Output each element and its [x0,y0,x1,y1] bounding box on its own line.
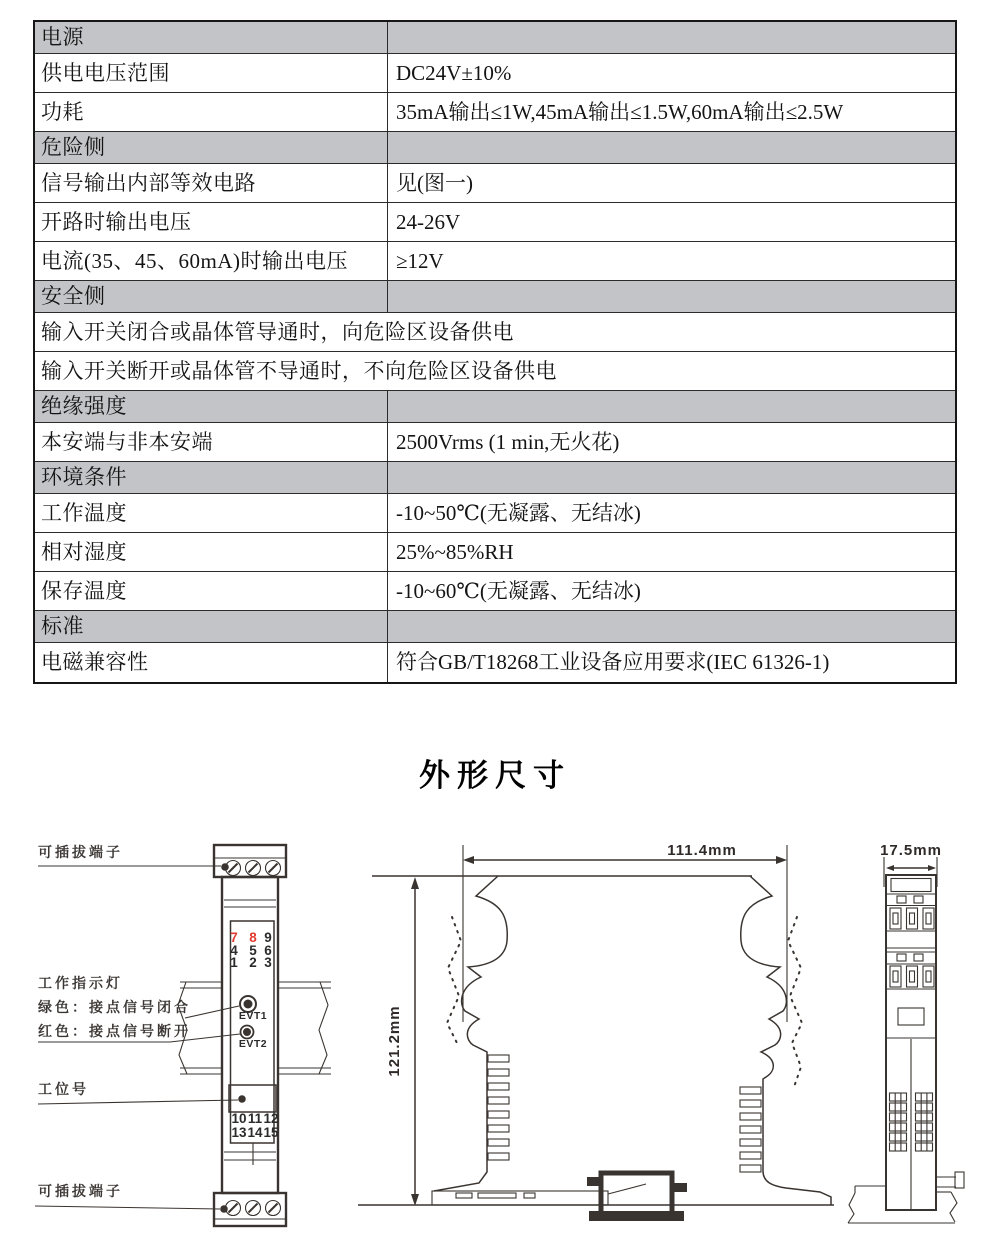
hidden-line-right [788,917,802,1087]
table-row-section [35,462,955,494]
dimension-drawings-svg [0,815,990,1257]
section-value-empty [388,132,955,163]
terminal-number: 14 [247,1125,263,1140]
terminal-number: 13 [231,1125,247,1140]
table-row [35,494,955,533]
table-row-fullspan [35,313,955,352]
row-label: 本安端与非本安端 [35,423,388,461]
din-clip-assembly [432,1173,687,1221]
leader-dot [238,1095,246,1103]
led-label-evt2: EVT2 [238,1038,268,1050]
section-value-empty [388,22,955,53]
table-row-section [35,132,955,164]
table-row [35,164,955,203]
label-pluggable-terminal-bottom: 可插拔端子 [38,1183,123,1199]
callout-indicator-leds [38,975,240,1042]
module-outline-top [886,875,936,1210]
station-tag-area [229,1085,276,1112]
section-label: 电源 [35,22,388,53]
dimensions-section-title: 外形尺寸 [419,758,571,793]
row-value: 2500Vrms (1 min,无火花) [396,429,620,454]
row-value: 见(图一) [396,170,473,195]
callout-terminal-top [38,844,229,871]
front-view-drawing [35,844,331,1226]
terminal-number: 4 [230,943,238,958]
row-value: 符合GB/T18268工业设备应用要求(IEC 61326-1) [396,650,830,674]
leader-dot [220,1205,228,1213]
label-station-number: 工位号 [38,1081,89,1097]
row-value: 35mA输出≤1W,45mA输出≤1.5W,60mA输出≤2.5W [396,99,844,124]
arrowhead-right-icon [928,865,936,871]
din-rail-front [178,982,331,1074]
label-indicator-green: 绿色：接点信号闭合 [38,999,191,1015]
table-row [35,203,955,242]
vent-grid-right [916,1093,933,1151]
width-dimension [463,842,787,1022]
terminal-number: 6 [264,943,272,958]
section-label: 危险侧 [35,132,388,163]
terminal-number: 9 [264,930,272,945]
vent-slots-left [488,1055,509,1160]
row-value: 24-26V [396,209,461,234]
screw-terminal-icon [226,1201,281,1216]
leader-dot [221,863,229,871]
screw-terminal-icon [226,861,281,876]
section-label: 环境条件 [35,462,388,493]
terminal-number-grid-bottom [231,1111,279,1140]
table-row-section [35,391,955,423]
table-row-fullspan [35,352,955,391]
top-view-drawing [848,842,964,1223]
table-row [35,533,955,572]
hidden-line-left [447,917,461,1043]
arrowhead-down-icon [411,1194,419,1206]
dimension-drawings [0,815,990,1257]
section-label: 绝缘强度 [35,391,388,422]
table-row-section [35,611,955,643]
module-outline-side [372,876,831,1205]
row-label-full: 输入开关闭合或晶体管导通时，向危险区设备供电 [41,319,514,344]
table-row [35,242,955,281]
terminal-number: 12 [263,1111,279,1126]
table-row [35,643,955,682]
terminal-number: 8 [249,930,257,945]
status-led-evt2 [239,1026,267,1051]
arrowhead-left-icon [463,856,474,864]
terminal-number: 7 [230,930,238,945]
terminal-number: 11 [247,1111,263,1126]
label-indicator-title: 工作指示灯 [38,975,123,991]
depth-dim-label: 17.5mm [880,842,942,859]
side-view-drawing [358,842,834,1221]
table-row [35,54,955,93]
row-label: 开路时输出电压 [35,203,388,241]
label-pluggable-terminal-top: 可插拔端子 [38,844,123,860]
row-value: -10~60℃(无凝露、无结冰) [396,578,641,603]
terminal-number: 15 [263,1125,279,1140]
arrowhead-up-icon [411,877,419,889]
row-label-full: 输入开关断开或晶体管不导通时，不向危险区设备供电 [41,358,557,383]
terminal-number: 2 [249,955,257,970]
terminal-number: 1 [230,955,238,970]
callout-station-tag [38,1081,238,1104]
section-value-empty [388,281,955,312]
vent-grid-left [890,1093,907,1151]
row-label: 工作温度 [35,494,388,532]
depth-dimension [880,842,942,887]
width-dim-label: 111.4mm [667,842,737,859]
terminal-number-grid-top [230,930,272,970]
row-label: 信号输出内部等效电路 [35,164,388,202]
table-row-section [35,22,955,54]
row-label: 相对湿度 [35,533,388,571]
row-label: 电流(35、45、60mA)时输出电压 [35,242,388,280]
section-label: 安全侧 [35,281,388,312]
terminal-block-top [214,845,286,877]
row-label: 功耗 [35,93,388,131]
table-row-section [35,281,955,313]
table-row [35,572,955,611]
terminal-number: 3 [264,955,272,970]
spec-table [33,20,957,684]
terminal-number: 5 [249,943,257,958]
row-value: ≥12V [396,248,444,273]
row-label: 保存温度 [35,572,388,610]
row-value: DC24V±10% [396,60,512,85]
terminal-number: 10 [231,1111,247,1126]
vent-slots-right [740,1087,761,1172]
din-rail-top-view [848,1172,964,1223]
row-label: 电磁兼容性 [35,643,388,682]
height-dimension [386,877,419,1206]
section-value-empty [388,611,955,642]
section-value-empty [388,462,955,493]
led-label-evt1: EVT1 [238,1010,268,1022]
table-row [35,423,955,462]
section-label: 标准 [35,611,388,642]
label-indicator-red: 红色：接点信号断开 [38,1023,191,1039]
callout-terminal-bottom [35,1183,228,1213]
section-value-empty [388,391,955,422]
row-label: 供电电压范围 [35,54,388,92]
arrowhead-left-icon [886,865,894,871]
row-value: -10~50℃(无凝露、无结冰) [396,500,641,525]
height-dim-label: 121.2mm [386,1005,403,1077]
table-row [35,93,955,132]
row-value: 25%~85%RH [396,539,514,564]
arrowhead-right-icon [776,856,787,864]
status-led-evt1 [239,996,267,1022]
